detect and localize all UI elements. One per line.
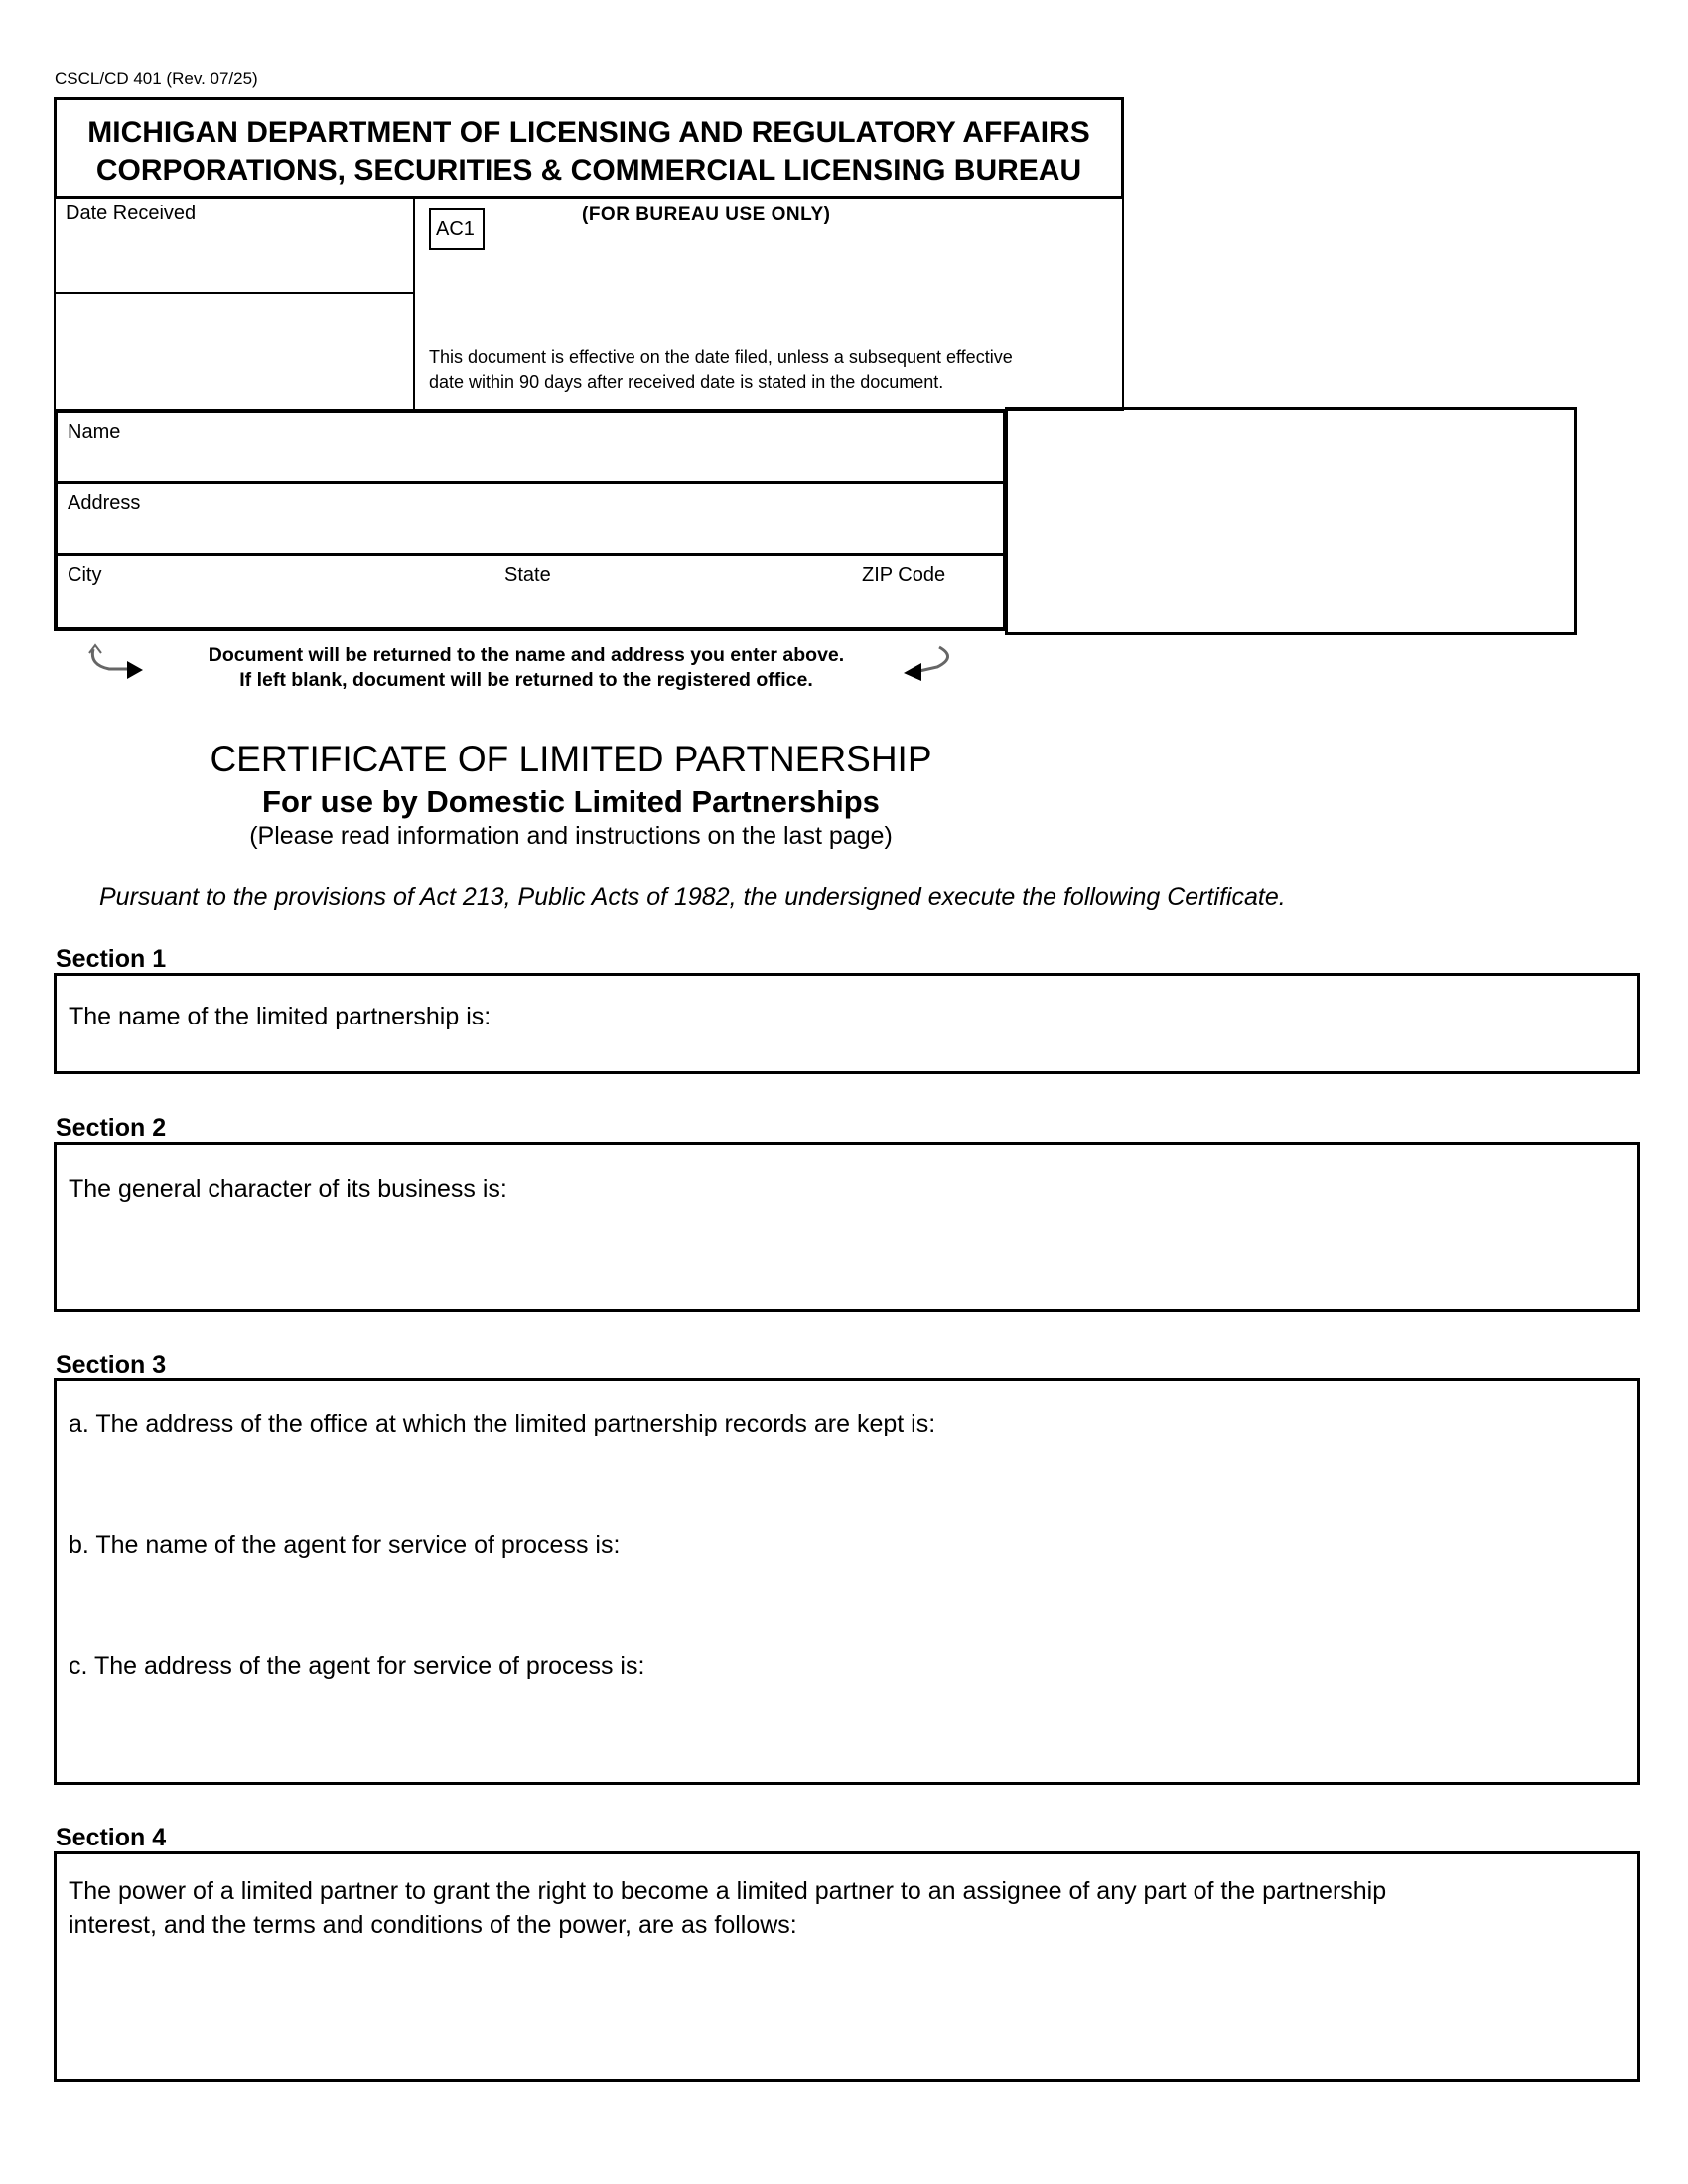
- section-1-field[interactable]: [54, 973, 1640, 1074]
- section-2-field[interactable]: [54, 1142, 1640, 1312]
- state-label: State: [504, 564, 551, 586]
- city-label: City: [68, 564, 102, 586]
- section-3-field[interactable]: [54, 1378, 1640, 1785]
- section-4-line2: interest, and the terms and conditions of the power, are as follows:: [69, 1911, 797, 1939]
- section-3c-text: c. The address of the agent for service of process is:: [69, 1652, 645, 1680]
- section-2-text: The general character of its business is:: [69, 1175, 507, 1203]
- name-label: Name: [68, 421, 121, 443]
- section-4-text: [69, 1874, 1386, 1942]
- name-field[interactable]: [58, 413, 1003, 484]
- return-note-line2: If left blank, document will be returned to the registered office.: [239, 669, 813, 691]
- return-note: [79, 643, 973, 693]
- filer-info-box[interactable]: [1005, 407, 1577, 635]
- section-4-heading: Section 4: [56, 1824, 167, 1851]
- ac1-code-box: AC1: [429, 208, 485, 250]
- pursuant-statement: Pursuant to the provisions of Act 213, Public Acts of 1982, the undersigned execute the following Certificate.: [99, 884, 1286, 911]
- agency-header: [54, 97, 1124, 199]
- address-field[interactable]: [58, 484, 1003, 556]
- bureau-use-area: [54, 197, 1124, 411]
- effective-note-line1: This document is effective on the date filed, unless a subsequent effective: [429, 347, 1013, 367]
- return-note-line1: Document will be returned to the name and address you enter above.: [208, 644, 845, 666]
- return-address-box: [54, 409, 1007, 631]
- section-2-heading: Section 2: [56, 1114, 167, 1142]
- city-state-zip-field[interactable]: [58, 556, 1003, 627]
- section-3b-text: b. The name of the agent for service of process is:: [69, 1531, 621, 1559]
- section-3a-text: a. The address of the office at which the limited partnership records are kept is:: [69, 1410, 936, 1437]
- effective-note-line2: date within 90 days after received date is stated in the document.: [429, 372, 944, 392]
- address-label: Address: [68, 492, 141, 514]
- section-4-line1: The power of a limited partner to grant the right to become a limited partner to an assignee of any part of the partnership: [69, 1877, 1387, 1905]
- bureau-name: CORPORATIONS, SECURITIES & COMMERCIAL LICENSING BUREAU: [95, 154, 1082, 187]
- bureau-use-only-label: (FOR BUREAU USE ONLY): [582, 205, 831, 225]
- bureau-blank-field[interactable]: [56, 294, 415, 411]
- date-received-field[interactable]: [56, 197, 415, 294]
- section-4-field[interactable]: [54, 1851, 1640, 2082]
- instructions-note: (Please read information and instructions on the last page): [249, 822, 893, 850]
- form-title: CERTIFICATE OF LIMITED PARTNERSHIP: [210, 739, 932, 779]
- effective-date-note: [429, 345, 1124, 395]
- form-id: CSCL/CD 401 (Rev. 07/25): [55, 69, 258, 88]
- form-subtitle: For use by Domestic Limited Partnerships: [262, 784, 880, 819]
- date-received-label: Date Received: [66, 203, 197, 224]
- section-1-heading: Section 1: [56, 945, 167, 973]
- section-3-heading: Section 3: [56, 1351, 167, 1379]
- zip-code-label: ZIP Code: [862, 564, 946, 586]
- agency-name: MICHIGAN DEPARTMENT OF LICENSING AND REGULATORY AFFAIRS: [87, 116, 1090, 149]
- section-1-text: The name of the limited partnership is:: [69, 1003, 492, 1030]
